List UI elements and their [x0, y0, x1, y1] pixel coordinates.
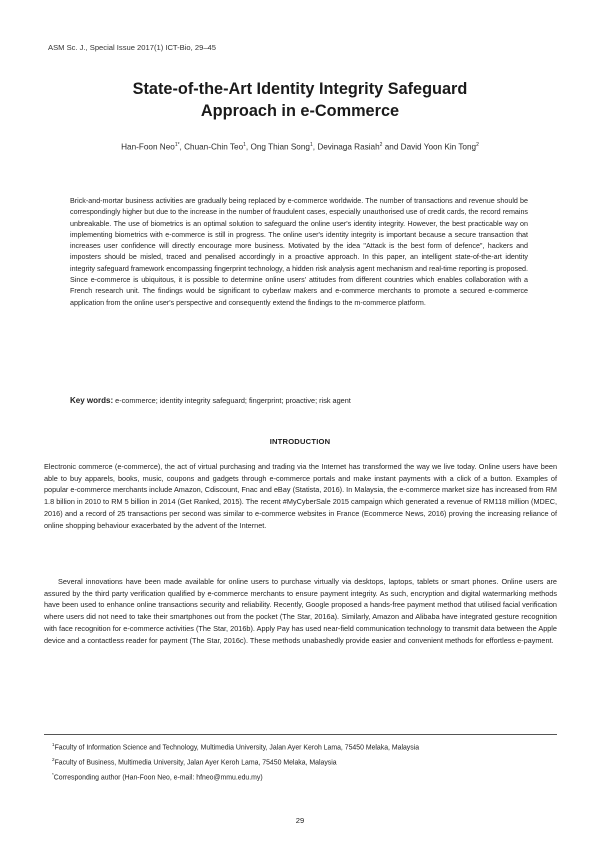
author-name: David Yoon Kin Tong: [400, 142, 477, 152]
footnote: [52, 769, 419, 784]
author-list: Han-Foon Neo$^{1*}$, Chuan-Chin Teo$^1$, Ong Thian Song$^1$, Devinaga Rasiah$^2$ and David Yoon Kin Tong$^2$: [121, 142, 479, 152]
paper-title: [0, 78, 600, 122]
footnote-mark: *: [52, 771, 54, 777]
keywords-text: e-commerce; identity integrity safeguard; fingerprint; proactive; risk agent: [115, 396, 351, 405]
footnote: [52, 739, 419, 754]
section-heading-introduction: INTRODUCTION: [269, 437, 331, 446]
footnote-divider: [44, 734, 557, 735]
intro-paragraph: Electronic commerce (e-commerce), the act of virtual purchasing and trading via the Internet has transformed the way we live today. Online users have been able to buy apparels, books, music, coupons and gadgets through e-commerce portals and make instant payments with a click of a button. Examples of popular e-commerce merchants include Amazon, Cdiscount, Fnac and eBay (Statista, 2016). In Malaysia, the e-commerce market size has increased from RM 1.8 billion in 2010 to RM 5 billion in 2014 (Get Ranked, 2015). The recent #MyCyberSale 2015 campaign which generated a revenue of RM118 million (MDEC, 2016) and a record of 25 transactions per second was similar to e-commerce websites in France (Ecommerce News, 2016) proving the increasing reliance of online shopping behaviour exacerbated by the advent of the Internet.: [44, 462, 557, 530]
author-name: Ong Thian Song: [250, 142, 310, 152]
author-name: Devinaga Rasiah: [317, 142, 380, 152]
author-affiliation: 2: [379, 142, 383, 148]
footnote: [52, 754, 419, 769]
page-number: 29: [295, 816, 305, 825]
keywords: [70, 396, 528, 405]
title-line-1: State-of-the-Art Identity Integrity Safeguard: [132, 80, 468, 98]
author-affiliation: 2: [476, 142, 479, 148]
author-affiliation: 1: [243, 142, 246, 148]
keywords-label: Key words:: [70, 396, 114, 405]
author-name: Han-Foon Neo: [121, 142, 175, 152]
footnote-text: Corresponding author (Han-Foon Neo, e-mail: hfneo@mmu.edu.my): [53, 774, 263, 782]
intro-paragraph: Several innovations have been made available for online users to purchase virtually via desktops, laptops, tablets or smart phones. Online users are assured by the third party verification qualified by e-commerce merchants to ensure payment integrity. As such, encryption and digital watermarking methods have been used to enhance online transactions security and reliability. Recently, Google proposed a hands-free payment method that utilised facial verification where users did not need to take their smartphones out from the pocket (The Star, 2016a). Similarly, Amazon and Alibaba have integrated gesture recognition with face recognition for e-commerce activities (The Star, 2016b). Apply Pay has used near-field communication technology to transmit data between the Apple device and a contactless reader for payment (The Star, 2016c). These methods unabashedly provide easier and convenient methods for effortless e-payment.: [44, 577, 557, 645]
author-affiliation: 1: [309, 142, 313, 148]
footnotes: [52, 739, 419, 784]
footnote-text: Faculty of Information Science and Technology, Multimedia University, Jalan Ayer Keroh Lama, 75450 Melaka, Malaysia: [54, 744, 420, 752]
author-name: Chuan-Chin Teo: [184, 142, 244, 152]
footnote-mark: 1: [52, 742, 55, 747]
author-affiliation: 1*: [174, 142, 180, 148]
footnote-mark: 2: [52, 756, 55, 762]
abstract: Brick-and-mortar business activities are gradually being replaced by e-commerce worldwide. The number of transactions and revenue should be correspondingly higher but due to the increase in the number of fraudulent cases, especially unauthorised use of credit cards, the record remains unbreakable. The use of biometrics is an optimal solution to safeguard the online user's identity integrity. However, the best practicable way on implementing biometrics with e-commerce is still in progress. The online user's identity integrity is important because a secure transaction that increases user confidence will directly encourage more business. Motivated by the idea "Attack is the best form of defence", hackers and imposters should be misled, traced and penalised accordingly in a proactive approach. In this paper, an intelligent state-of-the-art identity integrity safeguard framework encompassing fingerprint technology, a hidden risk analysis agent mechanism and real-time reporting is proposed. Since e-commerce is ubiquitous, it is possible to determine online users' attitudes from different countries which enables collaboration with a French research unit. The findings would be significant to cyberlaw makers and e-commerce merchants to promote a secured e-commerce application from the online user's perspective and consequently extend the findings to the m-commerce platform.: [70, 197, 528, 307]
footnote-text: Faculty of Business, Multimedia University, Jalan Ayer Keroh Lama, 75450 Melaka, Malaysia: [54, 759, 337, 767]
title-line-2: Approach in e-Commerce: [200, 102, 400, 120]
journal-header: ASM Sc. J., Special Issue 2017(1) ICT-Bio, 29–45: [48, 43, 216, 52]
